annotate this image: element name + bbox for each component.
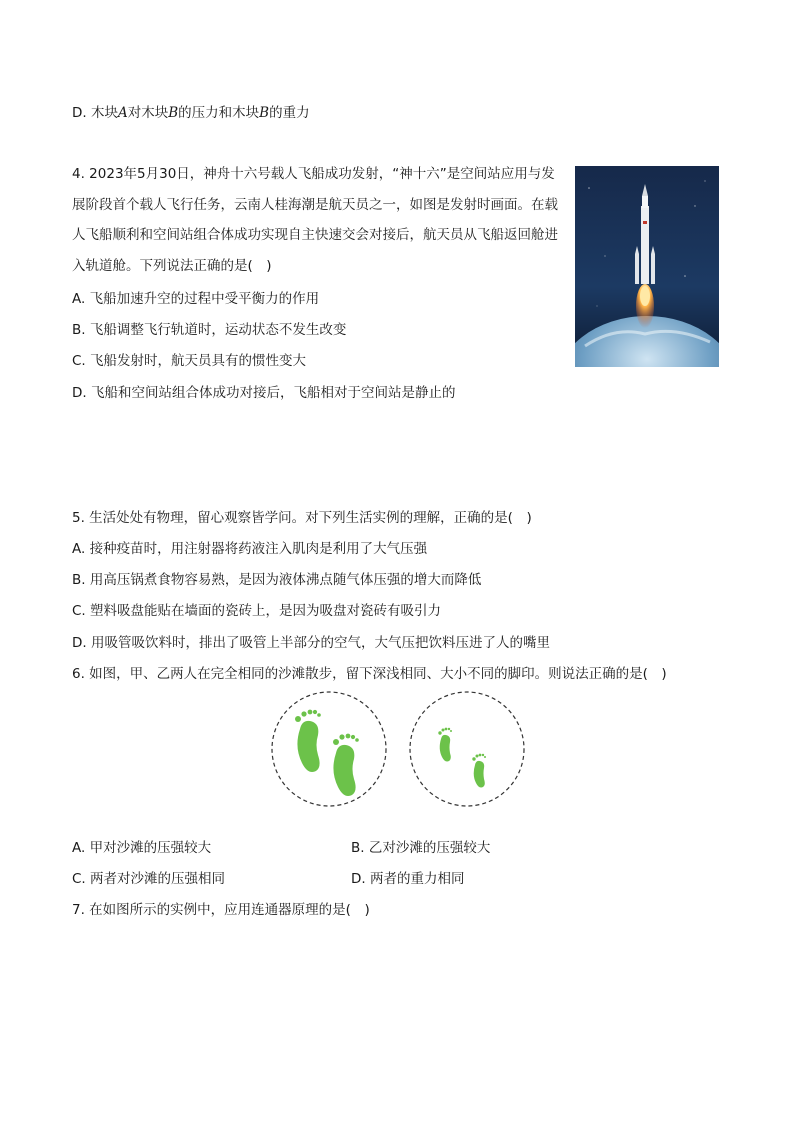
q4-option-b: B. 飞船调整飞行轨道时，运动状态不发生改变 <box>72 322 347 338</box>
q5-stem: 5. 生活处处有物理，留心观察皆学问。对下列生活实例的理解，正确的是( ) <box>72 510 532 526</box>
right-dashed-circle <box>410 692 524 806</box>
q5-option-a: A. 接种疫苗时，用注射器将药液注入肌肉是利用了大气压强 <box>72 541 428 557</box>
q6-option-a: A. 甲对沙滩的压强较大 <box>72 840 212 856</box>
q4-option-a: A. 飞船加速升空的过程中受平衡力的作用 <box>72 291 320 307</box>
footprints-figure <box>268 691 528 809</box>
q6-option-b: B. 乙对沙滩的压强较大 <box>351 840 491 856</box>
q4-option-c: C. 飞船发射时，航天员具有的惯性变大 <box>72 353 307 369</box>
left-dashed-circle <box>272 692 386 806</box>
large-footprints-icon <box>295 710 359 796</box>
q6-stem: 6. 如图，甲、乙两人在完全相同的沙滩散步，留下深浅相同、大小不同的脚印。则说法正确的是( ) <box>72 666 667 682</box>
q4-stem: 4. 2023年5月30日，神舟十六号载人飞船成功发射，“神十六”是空间站应用与发展阶段首个载人飞行任务，云南人桂海潮是航天员之一，如图是发射时画面。在载人飞船顺利和空间站组合体成功实现自主快速交会对接后，航天员从飞船返回舱进入轨道舱。下列说法正确的是( ) <box>72 166 558 274</box>
rocket-launch-image <box>575 166 719 367</box>
q4-option-d: D. 飞船和空间站组合体成功对接后，飞船相对于空间站是静止的 <box>72 385 456 401</box>
q5-option-c: C. 塑料吸盘能贴在墙面的瓷砖上，是因为吸盘对瓷砖有吸引力 <box>72 603 442 619</box>
q5-option-b: B. 用高压锅煮食物容易熟，是因为液体沸点随气体压强的增大而降低 <box>72 572 482 588</box>
q6-option-d: D. 两者的重力相同 <box>351 871 465 887</box>
q7-stem: 7. 在如图所示的实例中，应用连通器原理的是( ) <box>72 902 370 918</box>
q6-option-c: C. 两者对沙滩的压强相同 <box>72 871 226 887</box>
q3-option-d: D. 木块A对木块B的压力和木块B的重力 <box>72 105 310 121</box>
q5-option-d: D. 用吸管吸饮料时，排出了吸管上半部分的空气，大气压把饮料压进了人的嘴里 <box>72 635 550 651</box>
small-footprints-icon <box>438 728 486 788</box>
